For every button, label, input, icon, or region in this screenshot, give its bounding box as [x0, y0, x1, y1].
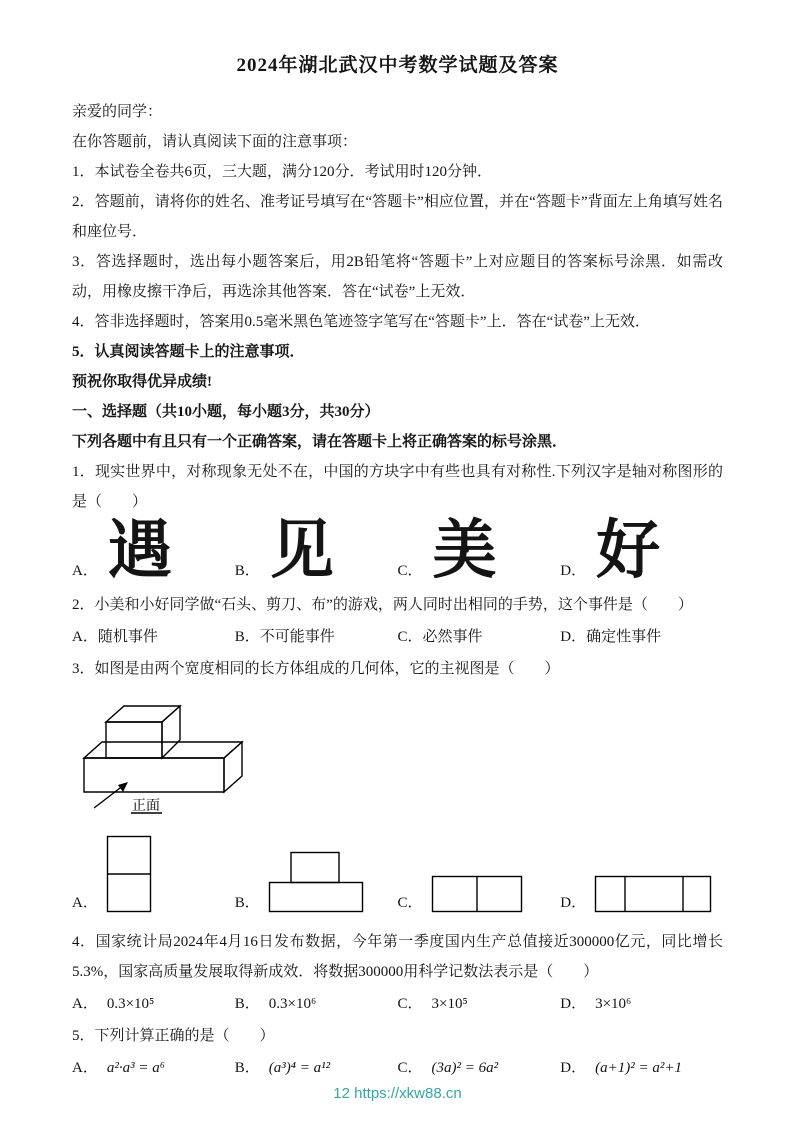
- note-3: 3．答选择题时，选出每小题答案后，用2B铅笔将“答题卡”上对应题目的答案标号涂黑．如需改动，用橡皮擦干净后，再选涂其他答案．答在“试卷”上无效．: [72, 254, 723, 300]
- question-4-options: [72, 987, 723, 1021]
- q5-option-a-formula: a²·a³ = a⁶: [106, 1059, 165, 1076]
- q1-option-a-character: 遇: [107, 515, 172, 586]
- q2-option-a: A．随机事件: [72, 628, 158, 645]
- q5-option-b-label: B．: [234, 1059, 260, 1076]
- q1-option-b-character: 见: [269, 515, 334, 586]
- q3-option-c-label: C．: [397, 894, 423, 911]
- q4-option-b-value: 0.3×10⁶: [268, 995, 317, 1012]
- q4-option-c-label: C．: [397, 995, 423, 1012]
- q4-option-c-value: 3×10⁵: [431, 995, 468, 1012]
- section-heading: 一、选择题（共10小题，每小题3分，共30分）: [72, 404, 380, 420]
- q3-option-c: [398, 875, 561, 913]
- q4-option-a-label: A．: [72, 995, 98, 1012]
- note-1: 1．本试卷全卷共6页，三大题，满分120分．考试用时120分钟．: [72, 164, 493, 180]
- note-5: 5．认真阅读答题卡上的注意事项．: [72, 344, 305, 360]
- q5-option-a-label: A．: [72, 1059, 98, 1076]
- q1-option-c-character: 美: [432, 515, 497, 586]
- q1-option-a: [72, 515, 235, 586]
- q5-option-c-formula: (3a)² = 6a²: [431, 1059, 499, 1076]
- q4-option-d: [560, 987, 723, 1021]
- salutation: 亲爱的同学：: [72, 104, 163, 120]
- q5-option-a: [72, 1051, 235, 1085]
- q5-option-d-formula: (a+1)² = a²+1: [595, 1059, 682, 1076]
- q4-option-b: [235, 987, 398, 1021]
- wish-line: 预祝你取得优异成绩!: [72, 374, 212, 390]
- q5-option-d-label: D．: [560, 1059, 587, 1076]
- q3-option-d-label: D．: [560, 894, 587, 911]
- q1-option-c-label: C．: [397, 562, 423, 579]
- note-4: 4．答非选择题时，答案用0.5毫米黑色笔迹签字笔写在“答题卡”上．答在“试卷”上无效．: [72, 314, 650, 330]
- page-footer: 12 https://xkw88.cn: [333, 1084, 462, 1102]
- q3-option-c-figure: [431, 875, 523, 913]
- q3-option-a-label: A．: [72, 894, 98, 911]
- front-view-arrow: [94, 785, 124, 808]
- q5-option-d: [560, 1051, 723, 1085]
- q1-option-d-character: 好: [596, 515, 661, 586]
- q3-option-b-label: B．: [234, 894, 260, 911]
- q1-option-d-label: D．: [560, 562, 587, 579]
- q2-option-d: D．确定性事件: [560, 628, 662, 645]
- question-5-text: 5．下列计算正确的是（ ）: [72, 1027, 275, 1044]
- q4-option-d-label: D．: [560, 995, 587, 1012]
- question-1-options: [72, 515, 723, 586]
- section-instruction: 下列各题中有且只有一个正确答案，请在答题卡上将正确答案的标号涂黑．: [72, 434, 568, 450]
- q3-solid-figure: [74, 694, 723, 821]
- q3-option-d: [560, 875, 723, 913]
- q5-option-c: [398, 1051, 561, 1085]
- question-5-options: [72, 1051, 723, 1085]
- q3-option-a: [72, 835, 235, 913]
- notice-lead: 在你答题前，请认真阅读下面的注意事项：: [72, 134, 358, 150]
- q3-option-a-figure: [106, 835, 152, 913]
- q5-option-c-label: C．: [397, 1059, 423, 1076]
- front-view-arrowhead: [118, 782, 128, 792]
- q3-option-b: [235, 851, 398, 913]
- q4-option-a-value: 0.3×10⁵: [106, 995, 155, 1012]
- q3-option-d-figure: [594, 875, 712, 913]
- q2-option-b: B．不可能事件: [234, 628, 335, 645]
- q5-option-b-formula: (a³)⁴ = a¹²: [268, 1059, 331, 1076]
- question-4-text: 4．国家统计局2024年4月16日发布数据，今年第一季度国内生产总值接近300000亿元，同比增长5.3%，国家高质量发展取得新成效．将数据300000用科学记数法表示是（ ）: [72, 933, 723, 980]
- q1-option-a-label: A．: [72, 562, 98, 579]
- q1-option-b: [234, 515, 398, 586]
- cuboid-solid-figure: [74, 694, 264, 816]
- question-2-text: 2．小美和小好同学做“石头、剪刀、布”的游戏，两人同时出相同的手势，这个事件是（ ）: [72, 596, 693, 613]
- q1-option-c: [397, 515, 561, 586]
- q4-option-a: [72, 987, 235, 1021]
- question-3-options: [72, 835, 723, 913]
- front-face-label: 正面: [132, 798, 160, 814]
- q1-option-b-label: B．: [234, 562, 260, 579]
- page-title: 2024年湖北武汉中考数学试题及答案: [236, 55, 559, 76]
- q4-option-c: [398, 987, 561, 1021]
- q3-option-b-figure: [268, 851, 364, 913]
- question-2-options: [72, 620, 723, 654]
- q5-option-b: [235, 1051, 398, 1085]
- note-2: 2．答题前，请将你的姓名、准考证号填写在“答题卡”相应位置，并在“答题卡”背面左上角填写姓名和座位号．: [72, 194, 723, 240]
- question-3-text: 3．如图是由两个宽度相同的长方体组成的几何体，它的主视图是（ ）: [72, 660, 560, 677]
- q1-option-d: [560, 515, 723, 586]
- q4-option-b-label: B．: [234, 995, 260, 1012]
- question-1-text: 1．现实世界中，对称现象无处不在，中国的方块字中有些也具有对称性.下列汉字是轴对称图形的是（ ）: [72, 464, 723, 510]
- q2-option-c: C．必然事件: [397, 628, 483, 645]
- q4-option-d-value: 3×10⁶: [595, 995, 632, 1012]
